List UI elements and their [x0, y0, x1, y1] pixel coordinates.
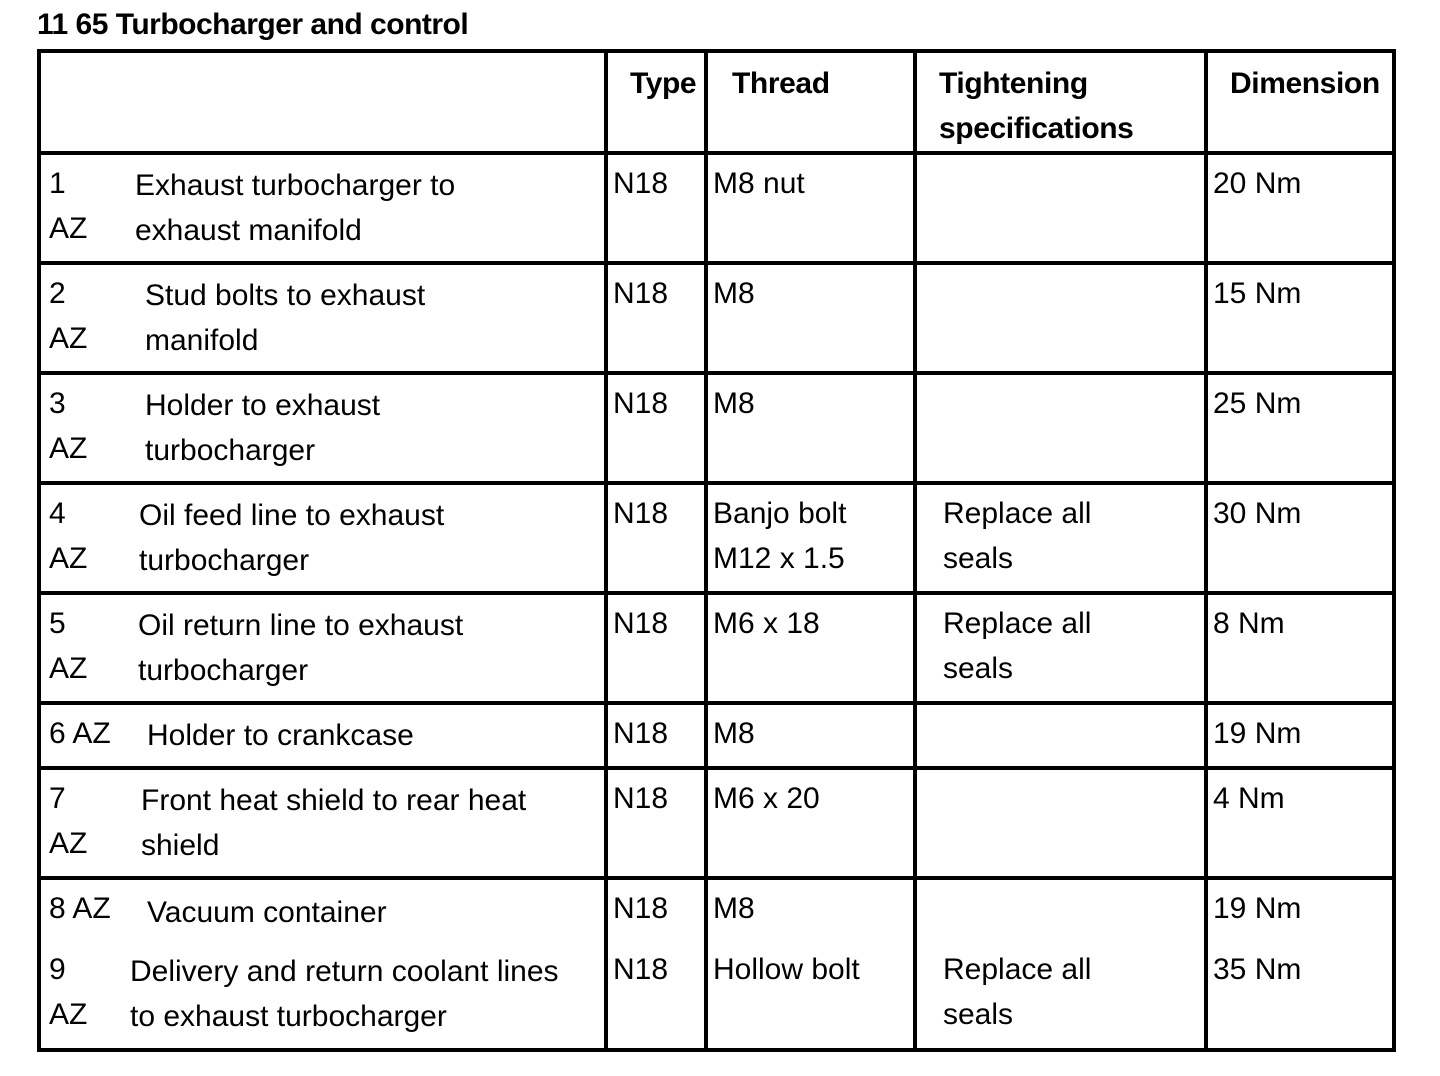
type-cell: N18: [606, 593, 706, 703]
table-header-row: [39, 51, 1394, 153]
type-cell: N18: [606, 373, 706, 483]
dimension-cell: 15 Nm: [1206, 263, 1394, 373]
type-cell: N18: [606, 153, 706, 263]
thread-cell: M6 x 20: [706, 768, 915, 878]
table-row: [39, 878, 1394, 1050]
item-description: Stud bolts to exhaust manifold: [145, 279, 426, 357]
dimension-cell: 19 Nm: [1206, 703, 1394, 768]
item-number: 4 AZ: [49, 497, 88, 575]
item-description: Exhaust turbocharger to exhaust manifold: [135, 169, 456, 247]
item-cell: [39, 878, 606, 1050]
type-cell: N18: [606, 703, 706, 768]
item-description: Oil return line to exhaust turbocharger: [138, 609, 464, 687]
item-description: Vacuum container: [147, 896, 387, 929]
item-cell: [39, 373, 606, 483]
table-row: [39, 768, 1394, 878]
spec-cell: [915, 153, 1206, 263]
item-number: 2 AZ: [49, 277, 88, 355]
dimension-cell: 8 Nm: [1206, 593, 1394, 703]
table-row: [39, 483, 1394, 593]
table-row: [39, 373, 1394, 483]
item-number: 9 AZ: [49, 953, 88, 1031]
type-cell: N18 N18: [606, 878, 706, 1050]
item-description: Holder to crankcase: [147, 719, 414, 752]
item-cell: [39, 153, 606, 263]
item-cell: [39, 768, 606, 878]
item-description: Holder to exhaust turbocharger: [145, 389, 381, 467]
header-tightening-specifications: Tightening specifications: [915, 51, 1206, 153]
table-row: [39, 153, 1394, 263]
spec-cell: [915, 373, 1206, 483]
item-number: 3 AZ: [49, 387, 88, 465]
item-description: Oil feed line to exhaust turbocharger: [139, 499, 445, 577]
spec-cell: Replace all seals: [915, 483, 1206, 593]
dimension-cell: 30 Nm: [1206, 483, 1394, 593]
table-row: [39, 593, 1394, 703]
type-cell: N18: [606, 263, 706, 373]
spec-cell: [915, 768, 1206, 878]
page-title: 11 65 Turbocharger and control: [37, 8, 469, 41]
thread-cell: M6 x 18: [706, 593, 915, 703]
item-number: 8 AZ: [49, 892, 111, 925]
thread-cell: Banjo bolt M12 x 1.5: [706, 483, 915, 593]
table-row: [39, 703, 1394, 768]
spec-cell: Replace all seals: [915, 593, 1206, 703]
dimension-cell: 20 Nm: [1206, 153, 1394, 263]
item-number: 1 AZ: [49, 167, 88, 245]
item-number: 6 AZ: [49, 717, 111, 750]
thread-cell: M8: [706, 373, 915, 483]
item-cell: [39, 483, 606, 593]
type-cell: N18: [606, 483, 706, 593]
dimension-cell: 25 Nm: [1206, 373, 1394, 483]
torque-spec-table: [37, 49, 1396, 1052]
table-row: [39, 263, 1394, 373]
dimension-cell: 4 Nm: [1206, 768, 1394, 878]
item-description: Front heat shield to rear heat shield: [141, 784, 527, 862]
header-dimension: Dimension: [1206, 51, 1394, 153]
item-number: 7 AZ: [49, 782, 88, 860]
thread-cell: M8 nut: [706, 153, 915, 263]
header-item: [39, 51, 606, 153]
spec-cell: [915, 263, 1206, 373]
thread-cell: M8 Hollow bolt: [706, 878, 915, 1050]
item-description: Delivery and return coolant lines to exhaust turbocharger: [130, 955, 559, 1033]
item-cell: [39, 263, 606, 373]
item-cell: [39, 593, 606, 703]
item-number: 5 AZ: [49, 607, 88, 685]
thread-cell: M8: [706, 263, 915, 373]
dimension-cell: 19 Nm 35 Nm: [1206, 878, 1394, 1050]
header-thread: Thread: [706, 51, 915, 153]
item-cell: [39, 703, 606, 768]
header-type: Type: [606, 51, 706, 153]
spec-cell: Replace all seals: [915, 878, 1206, 1050]
thread-cell: M8: [706, 703, 915, 768]
spec-cell: [915, 703, 1206, 768]
type-cell: N18: [606, 768, 706, 878]
